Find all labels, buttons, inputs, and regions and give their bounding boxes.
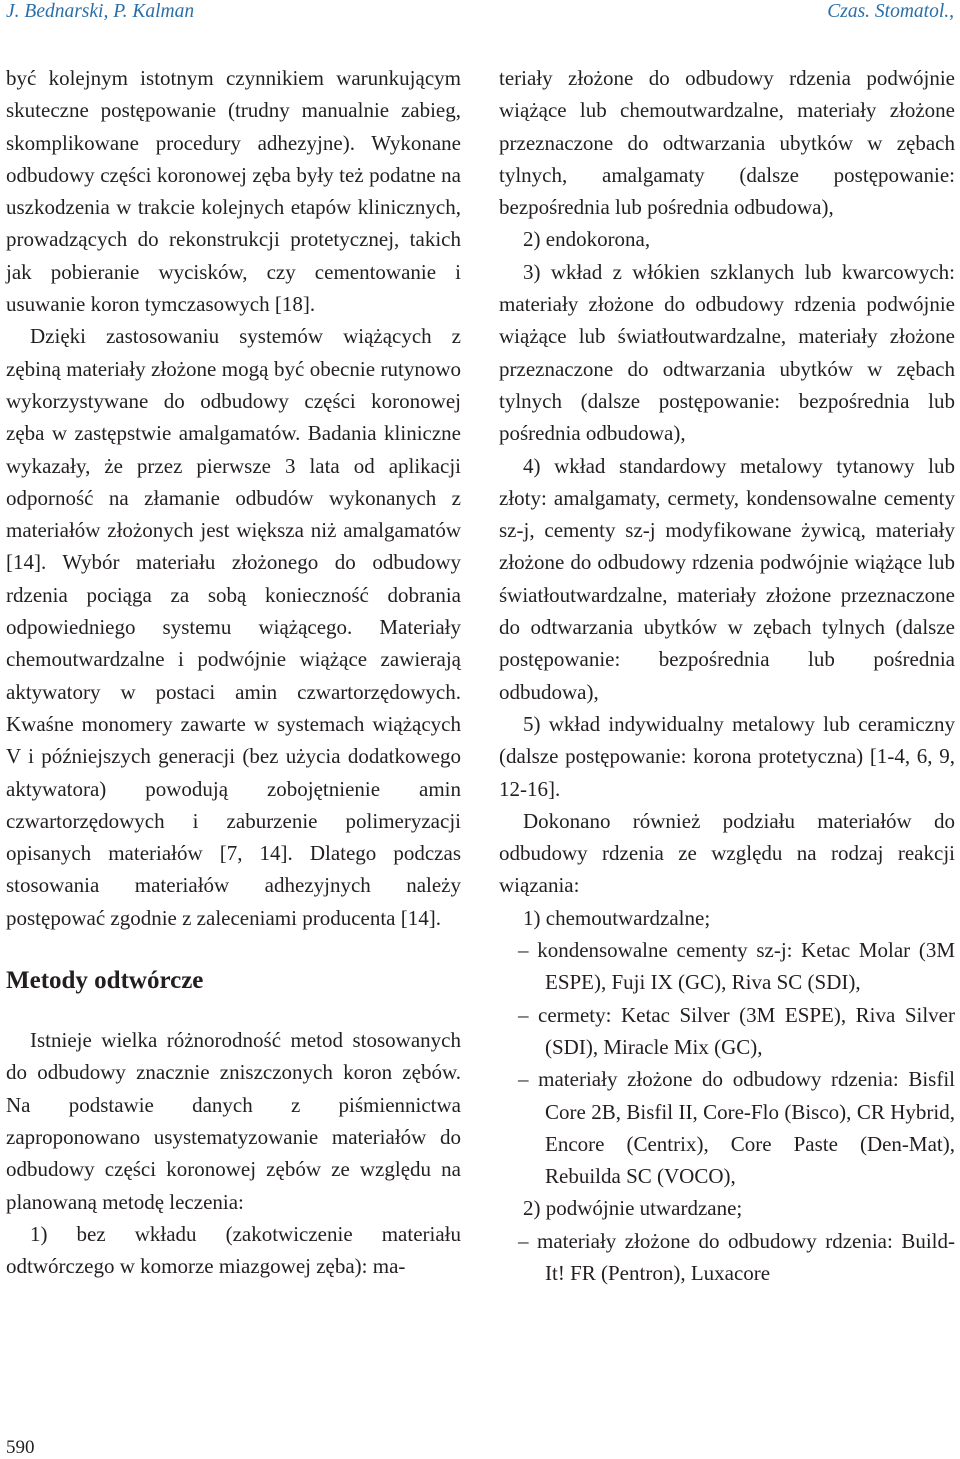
paragraph: Istnieje wielka różnorodność metod stosowanych do odbudowy znacznie zniszczonych koron zębów. Na podstawie danych z piśmiennictwa zaproponowano usystematyzowanie materiałów do odbudowy części koronowej zębów ze względu na planowaną metodę leczenia: [6, 1028, 461, 1214]
paragraph: być kolejnym istotnym czynnikiem warunkującym skuteczne postępowanie (trudny manualnie zabieg, skomplikowane procedury adhezyjne). Wykonane odbudowy części koronowej zęba były też podatne na uszkodzenia w trakcie kolejnych etapów klinicznych, prowadzących do rekonstrukcji protetycznej, takich jak pobieranie wycisków, czy cementowanie i usuwanie koron tymczasowych [18]. [6, 66, 461, 317]
running-head [0, 0, 960, 30]
list-item: 2) podwójnie utwardzane; [523, 1196, 743, 1221]
list-item: 4) wkład standardowy metalowy tytanowy lub złoty: amalgamaty, cermety, kondensowalne cementy sz-j, cementy sz-j modyfikowane żywicą, materiały złożone do odbudowy rdzenia podwójnie wiążące lub światłoutwardzalne, materiały złożone przeznaczone do odtwarzania ubytków w zębach tylnych (dalsze postępowanie: bezpośrednia lub pośrednia odbudowa), [499, 453, 955, 704]
page-number: 590 [6, 1437, 35, 1458]
paragraph: Dokonano również podziału materiałów do odbudowy rdzenia ze względu na rodzaj reakcji wiązania: [499, 808, 955, 898]
list-item: 2) endokorona, [523, 227, 651, 252]
dash-list-item: – materiały złożone do odbudowy rdzenia: Build-It! FR (Pentron), Luxacore [518, 1228, 955, 1285]
left-column [6, 62, 461, 1282]
list-item: 3) wkład z włókien szklanych lub kwarcowych: materiały złożone do odbudowy rdzenia podwójnie wiążące lub światłoutwardzalne, materiały złożone przeznaczone do odtwarzania ubytków w zębach tylnych (dalsze postępowanie: bezpośrednia lub pośrednia odbudowa), [499, 259, 955, 446]
paragraph: teriały złożone do odbudowy rdzenia podwójnie wiążące lub chemoutwardzalne, materiały złożone przeznaczone do odtwarzania ubytków w zębach tylnych, amalgamaty (dalsze postępowanie: bezpośrednia lub pośrednia odbudowa), [499, 66, 955, 220]
list-item: 5) wkład indywidualny metalowy lub ceramiczny (dalsze postępowanie: korona protetyczna) [1-4, 6, 9, 12-16]. [499, 711, 955, 801]
running-head-authors: J. Bednarski, P. Kalman [6, 1, 195, 22]
section-heading: Metody odtwórcze [6, 967, 204, 995]
list-item: 1) bez wkładu (zakotwiczenie materiału odtwórczego w komorze miazgowej zęba): ma- [6, 1221, 461, 1279]
dash-list-item: – cermety: Ketac Silver (3M ESPE), Riva Silver (SDI), Miracle Mix (GC), [518, 1002, 955, 1059]
list-item: 1) chemoutwardzalne; [523, 905, 711, 930]
paragraph: Dzięki zastosowaniu systemów wiążących z zębiną materiały złożone mogą być obecnie rutynowo wykorzystywane do odbudowy części koronowej zęba w zastępstwie amalgamatów. Badania kliniczne wykazały, że przez pierwsze 3 lata od aplikacji odporność na złamanie odbudów wykonanych z materiałów złożonych jest większa niż amalgamatów [14]. Wybór materiału złożonego do odbudowy rdzenia pociąga za sobą konieczność dobrania odpowiedniego systemu wiążącego. Materiały chemoutwardzalne i podwójnie wiążące zawierają aktywatory w postaci amin czwartorzędowych. Kwaśne monomery zawarte w systemach wiążących V i późniejszych generacji (bez użycia dodatkowego aktywatora) powodują zobojętnienie amin czwartorzędowych i zaburzenie polimeryzacji opisanych materiałów [7, 14]. Dlatego podczas stosowania materiałów adhezyjnych należy postępować zgodnie z zaleceniami producenta [14]. [6, 324, 461, 930]
running-head-journal: Czas. Stomatol., [827, 1, 954, 22]
dash-list-item: – materiały złożone do odbudowy rdzenia: Bisfil Core 2B, Bisfil II, Core-Flo (Bisco), CR Hybrid, Encore (Centrix), Core Paste (Den-Mat), Rebuilda SC (VOCO), [518, 1067, 955, 1189]
right-column [499, 62, 955, 1289]
dash-list-item: – kondensowalne cementy sz-j: Ketac Molar (3M ESPE), Fuji IX (GC), Riva SC (SDI), [518, 938, 955, 995]
